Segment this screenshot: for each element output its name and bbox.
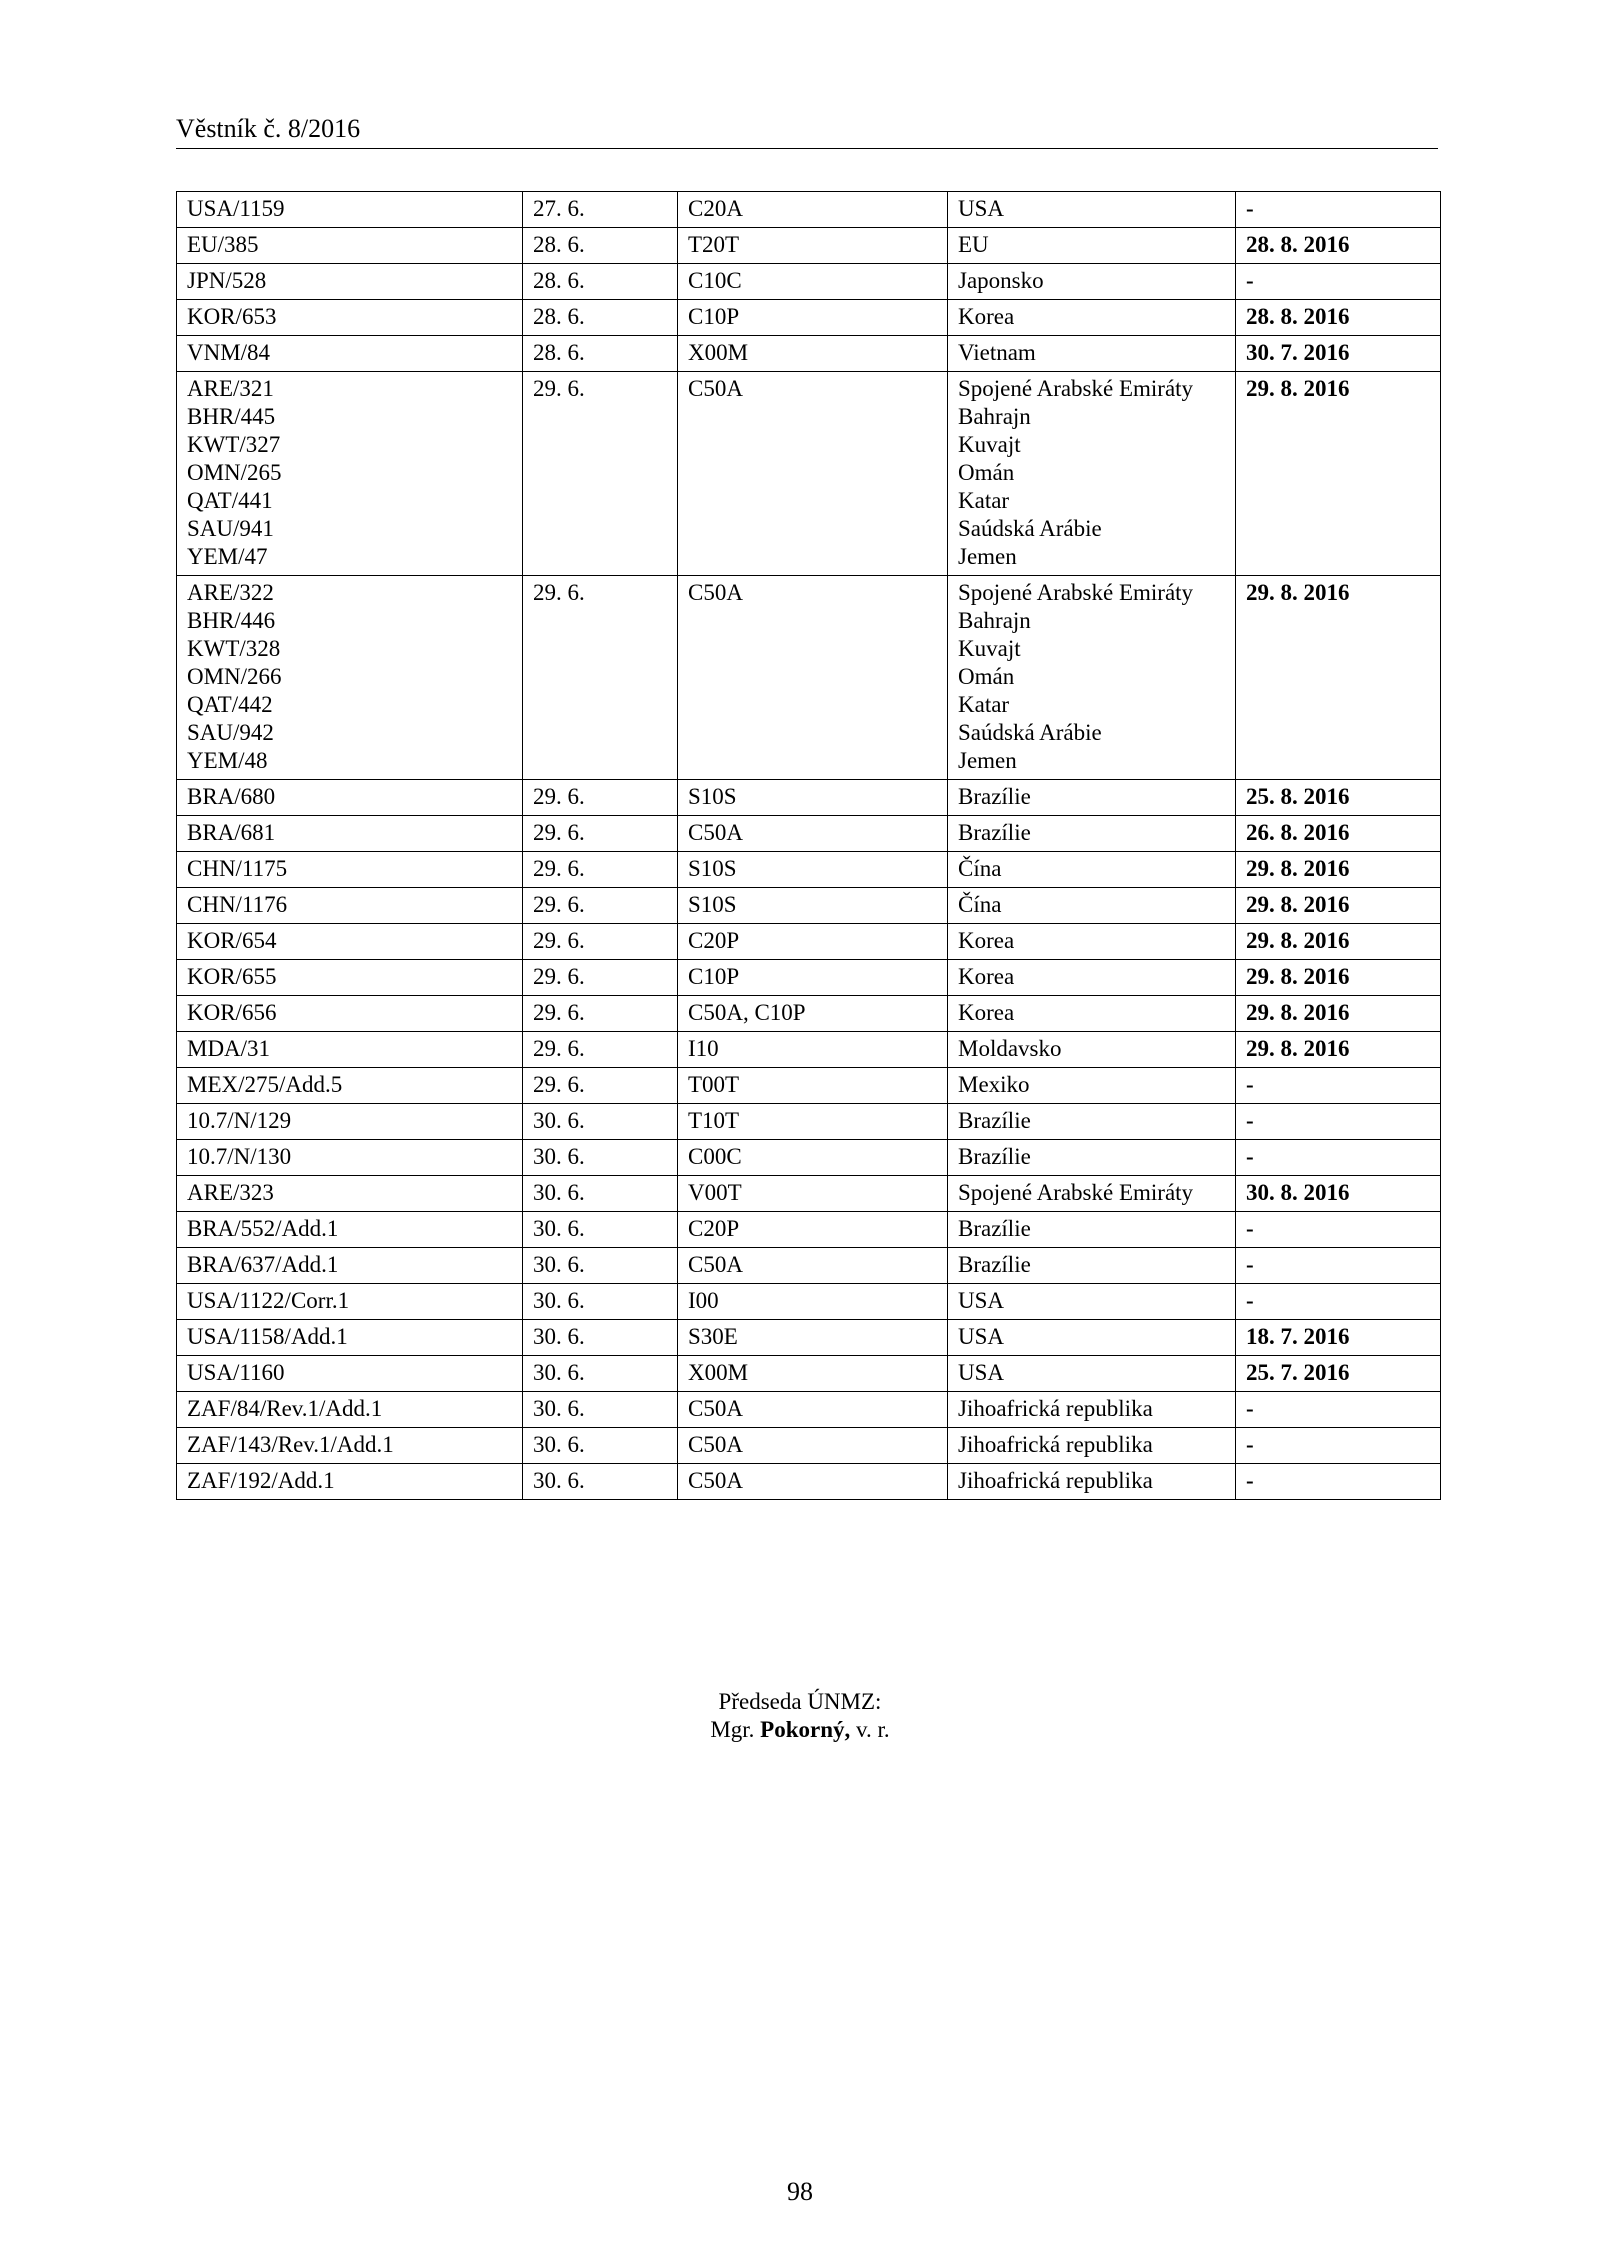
document-id: USA/1122/Corr.1 (187, 1288, 350, 1313)
code-cell: C10P (678, 300, 948, 336)
table-row (177, 888, 1441, 924)
country-name: USA (958, 1360, 1005, 1385)
country-name: Jihoafrická republika (958, 1432, 1153, 1457)
table-row (177, 264, 1441, 300)
table-row (177, 1140, 1441, 1176)
code-cell: C50A (678, 1428, 948, 1464)
signature-name-line (0, 1716, 1600, 1744)
country-name: Korea (958, 928, 1015, 953)
signature-block (0, 1688, 1600, 1744)
country-cell (948, 960, 1236, 996)
country-cell (948, 1284, 1236, 1320)
document-id: KWT/327 (187, 432, 281, 457)
document-id-cell (177, 576, 523, 780)
code-cell: S30E (678, 1320, 948, 1356)
document-id: 10.7/N/129 (187, 1108, 292, 1133)
table-row (177, 924, 1441, 960)
country-cell (948, 1392, 1236, 1428)
code-cell: V00T (678, 1176, 948, 1212)
table-row (177, 960, 1441, 996)
country-cell (948, 852, 1236, 888)
country-name: Brazílie (958, 1108, 1031, 1133)
date-cell: 28. 6. (523, 264, 678, 300)
code-cell: X00M (678, 336, 948, 372)
document-id: OMN/266 (187, 664, 282, 689)
table-row (177, 816, 1441, 852)
date-cell: 30. 6. (523, 1212, 678, 1248)
code-cell: C20P (678, 1212, 948, 1248)
deadline-cell: - (1236, 1104, 1441, 1140)
date-cell: 29. 6. (523, 780, 678, 816)
deadline-cell: - (1236, 1140, 1441, 1176)
deadline-cell: - (1236, 1284, 1441, 1320)
date-cell: 30. 6. (523, 1176, 678, 1212)
date-cell: 29. 6. (523, 888, 678, 924)
deadline-cell: - (1236, 264, 1441, 300)
country-cell (948, 1104, 1236, 1140)
document-id-cell (177, 1248, 523, 1284)
country-cell (948, 816, 1236, 852)
country-name: Saúdská Arábie (958, 516, 1102, 541)
document-id: BHR/446 (187, 608, 276, 633)
document-id: MDA/31 (187, 1036, 271, 1061)
date-cell: 28. 6. (523, 336, 678, 372)
country-name: Spojené Arabské Emiráty (958, 580, 1194, 605)
document-id: KOR/653 (187, 304, 277, 329)
country-name: USA (958, 196, 1005, 221)
deadline-cell: - (1236, 192, 1441, 228)
date-cell: 30. 6. (523, 1464, 678, 1500)
document-id: EU/385 (187, 232, 259, 257)
document-id-cell (177, 1104, 523, 1140)
country-name: Brazílie (958, 1216, 1031, 1241)
code-cell: X00M (678, 1356, 948, 1392)
document-id-cell (177, 888, 523, 924)
code-cell: S10S (678, 852, 948, 888)
document-id-cell (177, 1356, 523, 1392)
deadline-cell: 29. 8. 2016 (1236, 888, 1441, 924)
table-row (177, 1176, 1441, 1212)
code-cell: C50A (678, 1392, 948, 1428)
document-id-cell (177, 1392, 523, 1428)
code-cell: C20P (678, 924, 948, 960)
country-name: Saúdská Arábie (958, 720, 1102, 745)
document-id: JPN/528 (187, 268, 267, 293)
document-id-cell (177, 1284, 523, 1320)
country-name: Korea (958, 964, 1015, 989)
table-row (177, 576, 1441, 780)
signature-prefix: Mgr. (710, 1717, 755, 1742)
code-cell: C10P (678, 960, 948, 996)
deadline-cell: 30. 7. 2016 (1236, 336, 1441, 372)
table-row (177, 852, 1441, 888)
document-id-cell (177, 1320, 523, 1356)
country-cell (948, 1140, 1236, 1176)
date-cell: 29. 6. (523, 996, 678, 1032)
code-cell: C50A (678, 1464, 948, 1500)
deadline-cell: 25. 8. 2016 (1236, 780, 1441, 816)
table-row (177, 1032, 1441, 1068)
date-cell: 29. 6. (523, 576, 678, 780)
date-cell: 29. 6. (523, 372, 678, 576)
journal-title: Věstník č. 8/2016 (176, 114, 361, 143)
date-cell: 29. 6. (523, 816, 678, 852)
table-row (177, 1464, 1441, 1500)
deadline-cell: 30. 8. 2016 (1236, 1176, 1441, 1212)
document-id-cell (177, 996, 523, 1032)
document-id: BHR/445 (187, 404, 276, 429)
table-row (177, 996, 1441, 1032)
country-name: USA (958, 1288, 1005, 1313)
document-id: ZAF/192/Add.1 (187, 1468, 335, 1493)
document-id: ZAF/84/Rev.1/Add.1 (187, 1396, 383, 1421)
country-cell (948, 336, 1236, 372)
country-name: Korea (958, 304, 1015, 329)
document-id: CHN/1176 (187, 892, 288, 917)
signature-suffix: v. r. (856, 1717, 890, 1742)
date-cell: 30. 6. (523, 1248, 678, 1284)
document-id: ARE/322 (187, 580, 274, 605)
country-name: Katar (958, 692, 1010, 717)
table-row (177, 372, 1441, 576)
document-id: BRA/637/Add.1 (187, 1252, 339, 1277)
country-name: Jemen (958, 748, 1017, 773)
country-cell (948, 1320, 1236, 1356)
document-id: USA/1159 (187, 196, 285, 221)
deadline-cell: 28. 8. 2016 (1236, 228, 1441, 264)
country-name: Vietnam (958, 340, 1036, 365)
country-cell (948, 1032, 1236, 1068)
document-id-cell (177, 192, 523, 228)
deadline-cell: - (1236, 1464, 1441, 1500)
country-name: Jihoafrická republika (958, 1396, 1153, 1421)
deadline-cell: 29. 8. 2016 (1236, 1032, 1441, 1068)
deadline-cell: 29. 8. 2016 (1236, 924, 1441, 960)
country-name: Jemen (958, 544, 1017, 569)
table-row (177, 192, 1441, 228)
country-name: Kuvajt (958, 432, 1021, 457)
country-name: Jihoafrická republika (958, 1468, 1153, 1493)
deadline-cell: - (1236, 1392, 1441, 1428)
document-id-cell (177, 1140, 523, 1176)
table-row (177, 1068, 1441, 1104)
document-id-cell (177, 372, 523, 576)
code-cell: C50A (678, 816, 948, 852)
date-cell: 28. 6. (523, 300, 678, 336)
code-cell: C50A (678, 576, 948, 780)
document-id: ARE/321 (187, 376, 274, 401)
document-id-cell (177, 264, 523, 300)
document-id: QAT/442 (187, 692, 273, 717)
country-name: Čína (958, 856, 1002, 881)
document-id: YEM/47 (187, 544, 268, 569)
country-cell (948, 372, 1236, 576)
date-cell: 27. 6. (523, 192, 678, 228)
document-id: BRA/552/Add.1 (187, 1216, 339, 1241)
deadline-cell: 28. 8. 2016 (1236, 300, 1441, 336)
country-name: Brazílie (958, 784, 1031, 809)
table-row (177, 1428, 1441, 1464)
table-row (177, 300, 1441, 336)
document-id-cell (177, 300, 523, 336)
date-cell: 30. 6. (523, 1428, 678, 1464)
code-cell: C10C (678, 264, 948, 300)
page-header (176, 110, 1438, 149)
table-row (177, 1392, 1441, 1428)
country-name: Omán (958, 664, 1015, 689)
document-id: ARE/323 (187, 1180, 274, 1205)
country-cell (948, 228, 1236, 264)
document-id: 10.7/N/130 (187, 1144, 292, 1169)
document-id: BRA/681 (187, 820, 276, 845)
document-id-cell (177, 1068, 523, 1104)
country-cell (948, 1464, 1236, 1500)
country-name: Spojené Arabské Emiráty (958, 1180, 1194, 1205)
document-id: KOR/655 (187, 964, 277, 989)
code-cell: C00C (678, 1140, 948, 1176)
document-id: YEM/48 (187, 748, 268, 773)
table-row (177, 1284, 1441, 1320)
date-cell: 28. 6. (523, 228, 678, 264)
code-cell: T20T (678, 228, 948, 264)
document-id: SAU/941 (187, 516, 274, 541)
code-cell: C50A (678, 1248, 948, 1284)
table-row (177, 1248, 1441, 1284)
date-cell: 30. 6. (523, 1284, 678, 1320)
document-id-cell (177, 1032, 523, 1068)
code-cell: C50A (678, 372, 948, 576)
page-number: 98 (787, 2177, 813, 2206)
date-cell: 29. 6. (523, 960, 678, 996)
country-cell (948, 1212, 1236, 1248)
document-id: KOR/656 (187, 1000, 277, 1025)
table-row (177, 1320, 1441, 1356)
document-id-cell (177, 960, 523, 996)
country-name: Brazílie (958, 1252, 1031, 1277)
table-row (177, 1104, 1441, 1140)
code-cell: S10S (678, 888, 948, 924)
document-id-cell (177, 852, 523, 888)
deadline-cell: 29. 8. 2016 (1236, 576, 1441, 780)
country-cell (948, 192, 1236, 228)
country-cell (948, 1356, 1236, 1392)
signature-role: Předseda ÚNMZ: (718, 1689, 882, 1714)
country-cell (948, 264, 1236, 300)
country-name: Japonsko (958, 268, 1044, 293)
country-cell (948, 1428, 1236, 1464)
document-id-cell (177, 1176, 523, 1212)
deadline-cell: - (1236, 1248, 1441, 1284)
country-name: Bahrajn (958, 608, 1031, 633)
country-cell (948, 924, 1236, 960)
country-name: USA (958, 1324, 1005, 1349)
document-id-cell (177, 816, 523, 852)
deadline-cell: 29. 8. 2016 (1236, 996, 1441, 1032)
deadline-cell: 25. 7. 2016 (1236, 1356, 1441, 1392)
deadline-cell: 29. 8. 2016 (1236, 372, 1441, 576)
country-name: Brazílie (958, 820, 1031, 845)
document-id: ZAF/143/Rev.1/Add.1 (187, 1432, 394, 1457)
country-name: Kuvajt (958, 636, 1021, 661)
document-id-cell (177, 336, 523, 372)
date-cell: 29. 6. (523, 1068, 678, 1104)
document-id: CHN/1175 (187, 856, 288, 881)
table-row (177, 780, 1441, 816)
deadline-cell: 29. 8. 2016 (1236, 960, 1441, 996)
country-name: Mexiko (958, 1072, 1030, 1097)
country-cell (948, 996, 1236, 1032)
deadline-cell: - (1236, 1428, 1441, 1464)
country-name: EU (958, 232, 989, 257)
table-row (177, 228, 1441, 264)
document-id: VNM/84 (187, 340, 271, 365)
country-name: Moldavsko (958, 1036, 1062, 1061)
date-cell: 30. 6. (523, 1392, 678, 1428)
signature-name: Pokorný, (760, 1717, 851, 1742)
deadline-cell: 18. 7. 2016 (1236, 1320, 1441, 1356)
country-cell (948, 888, 1236, 924)
date-cell: 29. 6. (523, 924, 678, 960)
deadline-cell: 29. 8. 2016 (1236, 852, 1441, 888)
date-cell: 30. 6. (523, 1356, 678, 1392)
document-id-cell (177, 780, 523, 816)
country-cell (948, 1248, 1236, 1284)
country-name: Čína (958, 892, 1002, 917)
country-name: Bahrajn (958, 404, 1031, 429)
document-id-cell (177, 1428, 523, 1464)
country-name: Omán (958, 460, 1015, 485)
country-cell (948, 300, 1236, 336)
document-id: QAT/441 (187, 488, 273, 513)
country-name: Spojené Arabské Emiráty (958, 376, 1194, 401)
date-cell: 29. 6. (523, 852, 678, 888)
country-cell (948, 576, 1236, 780)
document-id: KOR/654 (187, 928, 277, 953)
document-id: OMN/265 (187, 460, 282, 485)
country-name: Katar (958, 488, 1010, 513)
date-cell: 29. 6. (523, 1032, 678, 1068)
country-name: Korea (958, 1000, 1015, 1025)
code-cell: C50A, C10P (678, 996, 948, 1032)
document-id-cell (177, 228, 523, 264)
code-cell: I10 (678, 1032, 948, 1068)
table-body (177, 192, 1441, 1500)
document-id-cell (177, 1464, 523, 1500)
table-row (177, 1212, 1441, 1248)
document-id: KWT/328 (187, 636, 281, 661)
document-id-cell (177, 1212, 523, 1248)
document-id: USA/1160 (187, 1360, 285, 1385)
code-cell: C20A (678, 192, 948, 228)
document-id: MEX/275/Add.5 (187, 1072, 343, 1097)
code-cell: T00T (678, 1068, 948, 1104)
code-cell: S10S (678, 780, 948, 816)
country-cell (948, 1176, 1236, 1212)
date-cell: 30. 6. (523, 1140, 678, 1176)
document-id: SAU/942 (187, 720, 274, 745)
document-id: USA/1158/Add.1 (187, 1324, 348, 1349)
document-id-cell (177, 924, 523, 960)
country-cell (948, 1068, 1236, 1104)
document-id: BRA/680 (187, 784, 276, 809)
code-cell: T10T (678, 1104, 948, 1140)
table-row (177, 1356, 1441, 1392)
country-cell (948, 780, 1236, 816)
deadline-cell: - (1236, 1068, 1441, 1104)
code-cell: I00 (678, 1284, 948, 1320)
date-cell: 30. 6. (523, 1320, 678, 1356)
date-cell: 30. 6. (523, 1104, 678, 1140)
deadline-cell: 26. 8. 2016 (1236, 816, 1441, 852)
deadline-cell: - (1236, 1212, 1441, 1248)
table-row (177, 336, 1441, 372)
country-name: Brazílie (958, 1144, 1031, 1169)
notifications-table (176, 191, 1441, 1500)
